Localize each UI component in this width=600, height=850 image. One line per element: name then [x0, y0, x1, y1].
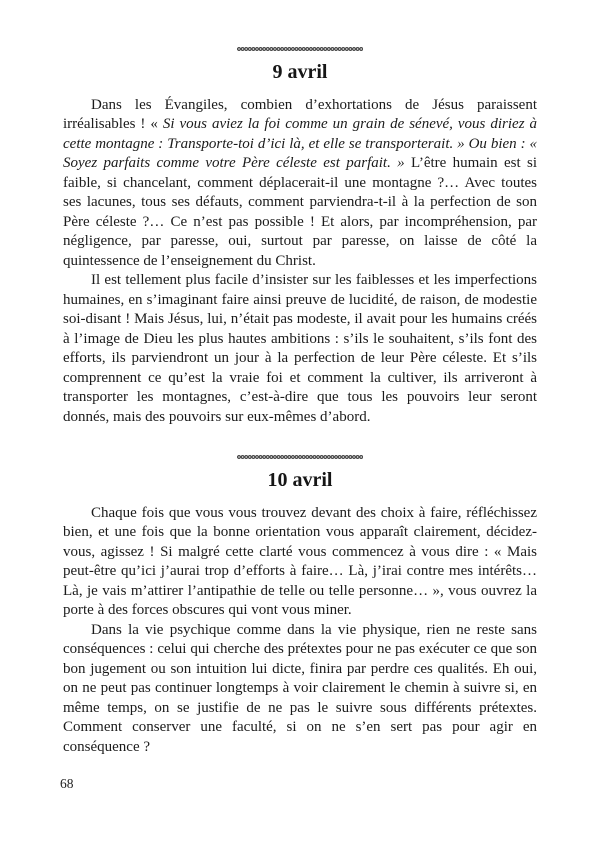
journal-entry — [63, 46, 537, 427]
body-text: Dans la vie psychique comme dans la vie physique, rien ne reste sans conséquences : celui qui cherche des prétextes pour ne pas exécuter ce que son bon jugement ou son intuition lui dicte, finira par perdre ces qualités. Eh oui, on ne peut pas continuer longtemps à voir clairement le chemin à suivre si, en même temps, on se justifie de ne pas le suivre sous différents prétextes. Comment conserver une faculté, si on ne s’en sert pas pour agir en conséquence ? — [63, 621, 537, 755]
entry-date-heading: 10 avril — [267, 469, 333, 491]
paragraph — [63, 96, 537, 272]
chain-divider-ornament — [237, 46, 363, 52]
journal-entry — [63, 454, 537, 757]
body-text: Chaque fois que vous vous trouvez devant des choix à faire, réfléchissez bien, et une fois que la bonne orientation vous apparaît clairement, décidez-vous, agissez ! Si malgré cette clarté vous commencez à vous dire : « Mais peut-être qu’ici j’aurai trop d’efforts à faire… Là, j’irai contre mes intérêts… Là, je vais m’attirer l’antipathie de telle ou telle personne… », vous ouvrez la porte à des forces obscures qui vont vous miner. — [63, 504, 537, 618]
body-text: Il est tellement plus facile d’insister sur les faiblesses et les imperfections humaines, en s’imaginant faire ainsi preuve de lucidité, de raison, de modestie soi-disant ! Mais Jésus, lui, n’était pas modeste, il avait pour les humains créés à l’image de Dieu les plus hautes ambitions : s’ils le souhaitent, s’ils font des efforts, ils parviendront un jour à la perfection de leur Père céleste. Et s’ils comprennent ce qu’est la vraie foi et comment la cultiver, ils arriveront à transporter les montagnes, c’est-à-dire que tous les pouvoirs leur seront donnés, mais des pouvoirs sur eux-mêmes d’abord. — [63, 272, 537, 425]
quote-text: Si vous aviez la foi comme un grain de sénevé, vous diriez à cette montagne : Transporte-toi d’ici là, et elle se transporterait. » Ou bien : « Soyez parfaits comme votre Père céleste est parfait. » — [63, 116, 537, 171]
paragraph — [63, 504, 537, 621]
body-text: L’être humain est si faible, si chancelant, comment déplacerait-il une montagne ?… Avec toutes ses lacunes, tous ses défauts, comment parviendra-t-il à la perfection de son Père céleste ?… Ce n’est pas possible ! Et alors, par incompréhension, par négligence, par paresse, oui, surtout par paresse, on laisse de côté la quintessence de l’enseignement du Christ. — [63, 155, 538, 269]
entry-date-heading: 9 avril — [272, 61, 328, 83]
entries — [63, 46, 537, 757]
body-text: Dans les Évangiles, combien d’exhortations de Jésus paraissent irréalisables ! « — [63, 96, 537, 132]
chain-divider-ornament — [237, 454, 363, 460]
paragraph — [63, 621, 537, 758]
page-number: 68 — [60, 776, 74, 791]
paragraph — [63, 271, 537, 427]
